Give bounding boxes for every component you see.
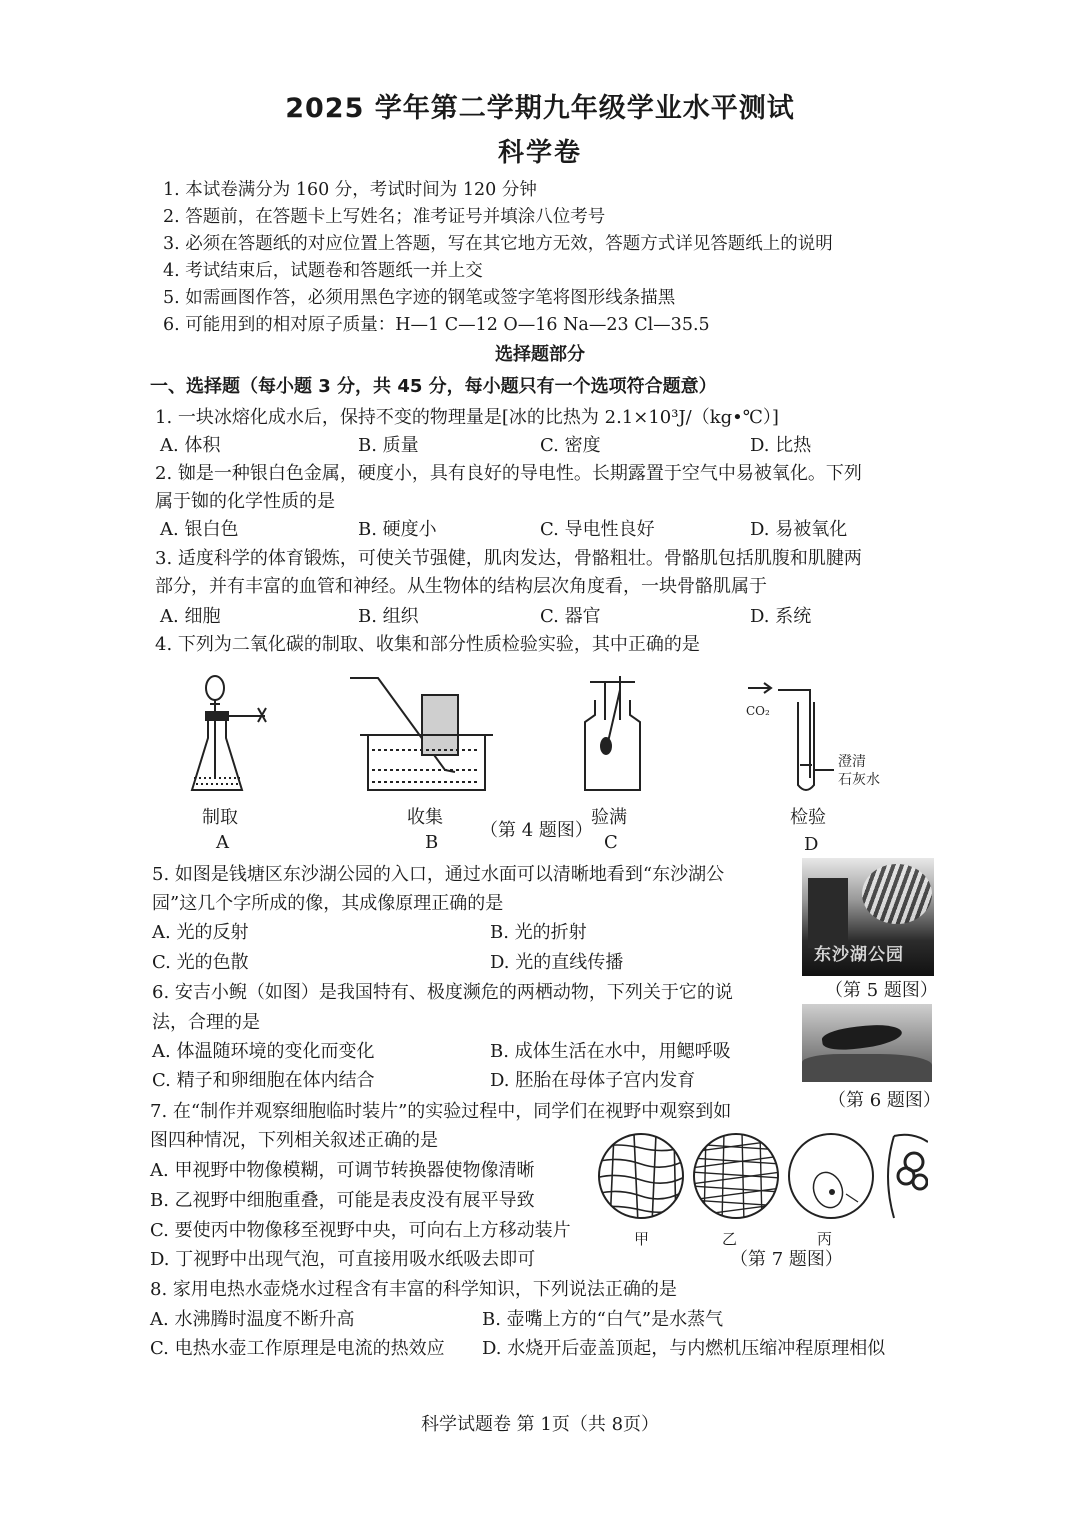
note-4: 4. 考试结束后，试题卷和答题纸一并上交 [163, 261, 483, 281]
q7-figure-caption: （第 7 题图） [730, 1249, 843, 1270]
q3-option-d: D. 系统 [750, 606, 812, 627]
exam-title: 2025 学年第二学期九年级学业水平测试 [285, 93, 795, 124]
q4-limewater-label-2: 石灰水 [838, 772, 880, 788]
note-5: 5. 如需画图作答，必须用黑色字迹的钢笔或签字笔将图形线条描黑 [163, 288, 676, 308]
q7-stem-line1: 7. 在“制作并观察细胞临时装片”的实验过程中，同学们在视野中观察到如 [150, 1101, 732, 1122]
q1-option-c: C. 密度 [540, 435, 601, 456]
q2-option-b: B. 硬度小 [358, 519, 437, 540]
q2-option-c: C. 导电性良好 [540, 519, 655, 540]
q8-option-c: C. 电热水壶工作原理是电流的热效应 [150, 1338, 445, 1359]
q1-stem: 1. 一块冰熔化成水后，保持不变的物理量是[冰的比热为 2.1×10³J/（kg•℃）] [155, 407, 779, 428]
q6-salamander-photo [802, 1004, 932, 1082]
q2-option-a: A. 银白色 [160, 519, 239, 540]
q6-option-a: A. 体温随环境的变化而变化 [152, 1041, 375, 1062]
q5-stem-line1: 5. 如图是钱塘区东沙湖公园的入口，通过水面可以清晰地看到“东沙湖公 [152, 864, 725, 885]
q8-option-a: A. 水沸腾时温度不断升高 [150, 1309, 355, 1330]
q5-park-entrance-photo [802, 858, 934, 976]
q6-stem-line2: 法，合理的是 [152, 1012, 260, 1033]
q7-field-bing [789, 1134, 873, 1218]
q7-field-ding [888, 1135, 928, 1218]
q7-label-yi: 乙 [722, 1230, 738, 1248]
q4-letter-a: A [216, 832, 229, 853]
q1-option-b: B. 质量 [358, 435, 419, 456]
q3-option-c: C. 器官 [540, 606, 601, 627]
q7-label-bing: 丙 [817, 1230, 833, 1248]
note-1: 1. 本试卷满分为 160 分，考试时间为 120 分钟 [163, 180, 537, 200]
q5-option-c: C. 光的色散 [152, 952, 249, 973]
q5-option-b: B. 光的折射 [490, 922, 587, 943]
q2-option-d: D. 易被氧化 [750, 519, 848, 540]
q5-stem-line2: 园”这几个字所成的像，其成像原理正确的是 [152, 893, 504, 914]
q4-figure-caption: （第 4 题图） [480, 820, 593, 841]
q3-option-b: B. 组织 [358, 606, 419, 627]
q5-option-d: D. 光的直线传播 [490, 952, 624, 973]
note-6: 6. 可能用到的相对原子质量：H—1 C—12 O—16 Na—23 Cl—35.5 [163, 315, 710, 335]
q3-stem-line2: 部分，并有丰富的血管和神经。从生物体的结构层次角度看，一块骨骼肌属于 [155, 576, 767, 597]
q5-figure-caption: （第 5 题图） [825, 980, 938, 1001]
section-title: 选择题部分 [495, 344, 585, 365]
q8-option-b: B. 壶嘴上方的“白气”是水蒸气 [482, 1309, 724, 1330]
part1-label: 一、选择题 [150, 376, 240, 397]
q4-letter-d: D [804, 834, 819, 855]
q4-test-tube-apparatus [748, 683, 834, 790]
part1-desc: （每小题 3 分，共 45 分，每小题只有一个选项符合题意） [240, 376, 717, 397]
q7-option-c: C. 要使丙中物像移至视野中央，可向右上方移动装片 [150, 1220, 571, 1241]
q4-limewater-label-1: 澄清 [838, 754, 866, 770]
q4-label-a: 制取 [202, 807, 238, 828]
q4-stem: 4. 下列为二氧化碳的制取、收集和部分性质检验实验，其中正确的是 [155, 634, 700, 655]
q3-option-a: A. 细胞 [160, 606, 221, 627]
q3-stem-line1: 3. 适度科学的体育锻炼，可使关节强健，肌肉发达，骨骼粗壮。骨骼肌包括肌腹和肌腱两 [155, 548, 862, 569]
q4-flask-apparatus [192, 676, 266, 790]
q6-option-b: B. 成体生活在水中，用鳃呼吸 [490, 1041, 731, 1062]
note-2: 2. 答题前，在答题卡上写姓名；准考证号并填涂八位考号 [163, 207, 606, 227]
q6-option-d: D. 胚胎在母体子宫内发育 [490, 1070, 696, 1091]
q4-letter-b: B [425, 832, 439, 853]
q7-microscope-fields [596, 1128, 928, 1228]
part1-heading [150, 372, 717, 398]
q2-stem-line1: 2. 铷是一种银白色金属，硬度小，具有良好的导电性。长期露置于空气中易被氧化。下列 [155, 463, 862, 484]
q7-option-d: D. 丁视野中出现气泡，可直接用吸水纸吸去即可 [150, 1249, 536, 1270]
q7-stem-line2: 图四种情况，下列相关叙述正确的是 [150, 1130, 438, 1151]
q1-option-d: D. 比热 [750, 435, 812, 456]
q6-figure-caption: （第 6 题图） [828, 1090, 941, 1111]
q4-label-c: 验满 [591, 807, 627, 828]
q1-option-a: A. 体积 [160, 435, 221, 456]
q2-stem-line2: 属于铷的化学性质的是 [155, 491, 335, 512]
q5-option-a: A. 光的反射 [152, 922, 249, 943]
q7-field-yi [691, 1132, 781, 1224]
page-footer: 科学试题卷 第 1页（共 8页） [420, 1414, 660, 1435]
q8-option-d: D. 水烧开后壶盖顶起，与内燃机压缩冲程原理相似 [482, 1338, 886, 1359]
q7-option-b: B. 乙视野中细胞重叠，可能是表皮没有展平导致 [150, 1190, 535, 1211]
q4-apparatus-figure [150, 660, 910, 800]
q4-letter-c: C [604, 832, 618, 853]
q5-sign-text: 东沙湖公园 [814, 945, 904, 965]
q6-option-c: C. 精子和卵细胞在体内结合 [152, 1070, 375, 1091]
q7-option-a: A. 甲视野中物像模糊，可调节转换器使物像清晰 [150, 1160, 535, 1181]
note-3: 3. 必须在答题纸的对应位置上答题，写在其它地方无效，答题方式详见答题纸上的说明 [163, 234, 833, 254]
q4-trough-apparatus [350, 678, 493, 790]
q4-label-b: 收集 [407, 807, 443, 828]
exam-subtitle: 科学卷 [497, 138, 582, 168]
q6-stem-line1: 6. 安吉小鲵（如图）是我国特有、极度濒危的两栖动物，下列关于它的说 [152, 982, 733, 1003]
q7-label-jia: 甲 [634, 1230, 650, 1248]
q4-label-d: 检验 [790, 807, 826, 828]
q4-gas-bottle-apparatus [585, 676, 640, 790]
q7-field-jia [596, 1134, 686, 1224]
q8-stem: 8. 家用电热水壶烧水过程含有丰富的科学知识，下列说法正确的是 [150, 1279, 677, 1300]
q4-co2-label: CO₂ [746, 704, 770, 718]
